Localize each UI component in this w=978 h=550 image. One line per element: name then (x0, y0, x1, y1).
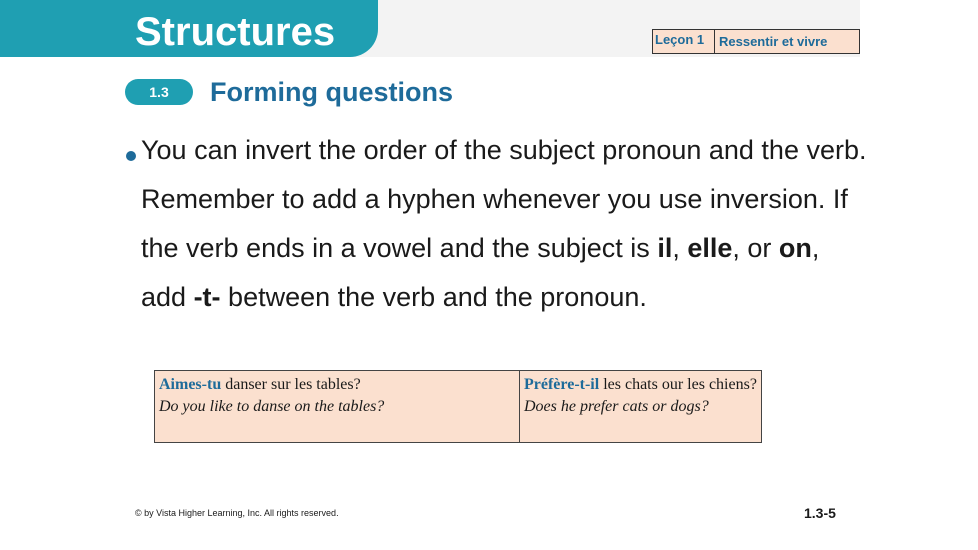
bold-on: on (778, 233, 812, 263)
example-highlight: Préfère-t-il (524, 376, 600, 393)
bullet-text (141, 126, 871, 322)
example-question: les chats our les chiens? (599, 376, 757, 393)
example-translation: Does he prefer cats or dogs? (524, 398, 709, 415)
section-title: Forming questions (210, 77, 453, 107)
page-number: 1.3-5 (804, 505, 836, 521)
bullet-separator: , add (141, 233, 820, 312)
lesson-number: Leçon 1 (653, 30, 715, 53)
example-translation: Do you like to danse on the tables? (159, 398, 385, 415)
example-cell (155, 371, 520, 443)
bold-elle: elle (687, 233, 733, 263)
example-question: danser sur les tables? (221, 376, 361, 393)
table-row (155, 371, 762, 443)
bold-t: -t- (193, 282, 221, 312)
bold-il: il (657, 233, 673, 263)
lesson-box (652, 29, 860, 54)
lesson-name: Ressentir et vivre (719, 34, 828, 49)
bullet-dot-icon (126, 151, 136, 161)
bullet-separator: , (672, 233, 688, 263)
examples-table (154, 370, 762, 443)
section-number-badge: 1.3 (125, 79, 193, 105)
header-title: Structures (135, 10, 336, 54)
bullet-separator: , or (732, 233, 779, 263)
example-cell (520, 371, 762, 443)
bullet-text-part: between the verb and the pronoun. (220, 282, 647, 312)
copyright-notice: © by Vista Higher Learning, Inc. All rights reserved. (135, 508, 339, 518)
bullet-text-part: You can invert the order of the subject pronoun and the verb. Remember to add a hyphen whenever you use inversion. If the verb ends in a vowel and the subject is (141, 135, 867, 263)
example-highlight: Aimes-tu (159, 376, 222, 393)
